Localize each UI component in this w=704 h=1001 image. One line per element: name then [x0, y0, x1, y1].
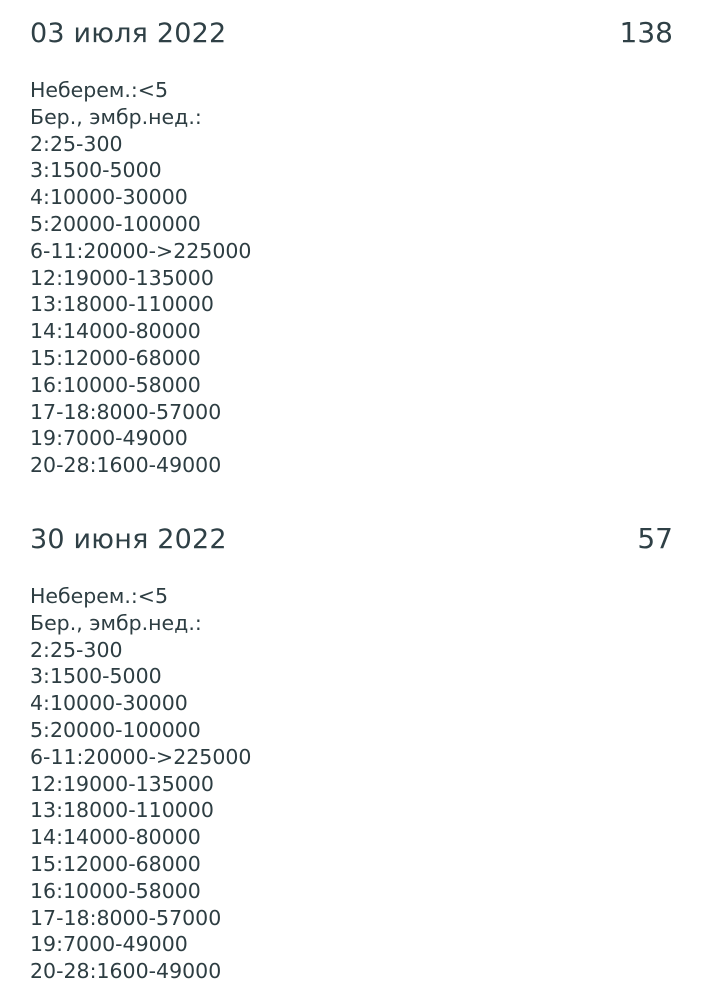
reference-line: 19:7000-49000: [30, 932, 188, 957]
reference-line: 15:12000-68000: [30, 851, 201, 876]
reference-line: 14:14000-80000: [30, 825, 201, 850]
reference-line: 3:1500-5000: [30, 664, 162, 689]
reference-line: 2:25-300: [30, 637, 123, 662]
reference-ranges-list: [30, 583, 674, 985]
reference-line: 6-11:20000->225000: [30, 744, 252, 769]
reference-line: Бер., эмбр.нед.:: [30, 104, 202, 129]
reference-line: 12:19000-135000: [30, 265, 214, 290]
reference-line: 3:1500-5000: [30, 158, 162, 183]
reference-line: 13:18000-110000: [30, 798, 214, 823]
reference-line: 15:12000-68000: [30, 345, 201, 370]
reference-ranges-list: [30, 77, 674, 479]
entry-date: 30 июня 2022: [30, 524, 227, 555]
entry-header: [30, 522, 674, 566]
reference-line: 17-18:8000-57000: [30, 905, 222, 930]
reference-line: 5:20000-100000: [30, 717, 201, 742]
entry-value: 57: [637, 522, 673, 555]
reference-line: 20-28:1600-49000: [30, 453, 222, 478]
entry-date: 03 июля 2022: [30, 18, 227, 49]
reference-line: 4:10000-30000: [30, 185, 188, 210]
result-entry[interactable]: [30, 522, 674, 1001]
reference-line: 13:18000-110000: [30, 292, 214, 317]
reference-line: Бер., эмбр.нед.:: [30, 610, 202, 635]
entry-header: [30, 16, 674, 60]
reference-line: 4:10000-30000: [30, 691, 188, 716]
reference-line: 5:20000-100000: [30, 211, 201, 236]
reference-line: Неберем.:<5: [30, 584, 169, 608]
reference-line: 19:7000-49000: [30, 426, 188, 451]
entry-value: 138: [619, 16, 673, 49]
reference-line: 6-11:20000->225000: [30, 238, 252, 263]
reference-line: 12:19000-135000: [30, 771, 214, 796]
result-entry[interactable]: [30, 16, 674, 495]
reference-line: 16:10000-58000: [30, 878, 201, 903]
reference-line: 2:25-300: [30, 131, 123, 156]
reference-line: 17-18:8000-57000: [30, 399, 222, 424]
reference-line: 16:10000-58000: [30, 372, 201, 397]
reference-line: 14:14000-80000: [30, 319, 201, 344]
reference-line: Неберем.:<5: [30, 78, 169, 102]
reference-line: 20-28:1600-49000: [30, 959, 222, 984]
